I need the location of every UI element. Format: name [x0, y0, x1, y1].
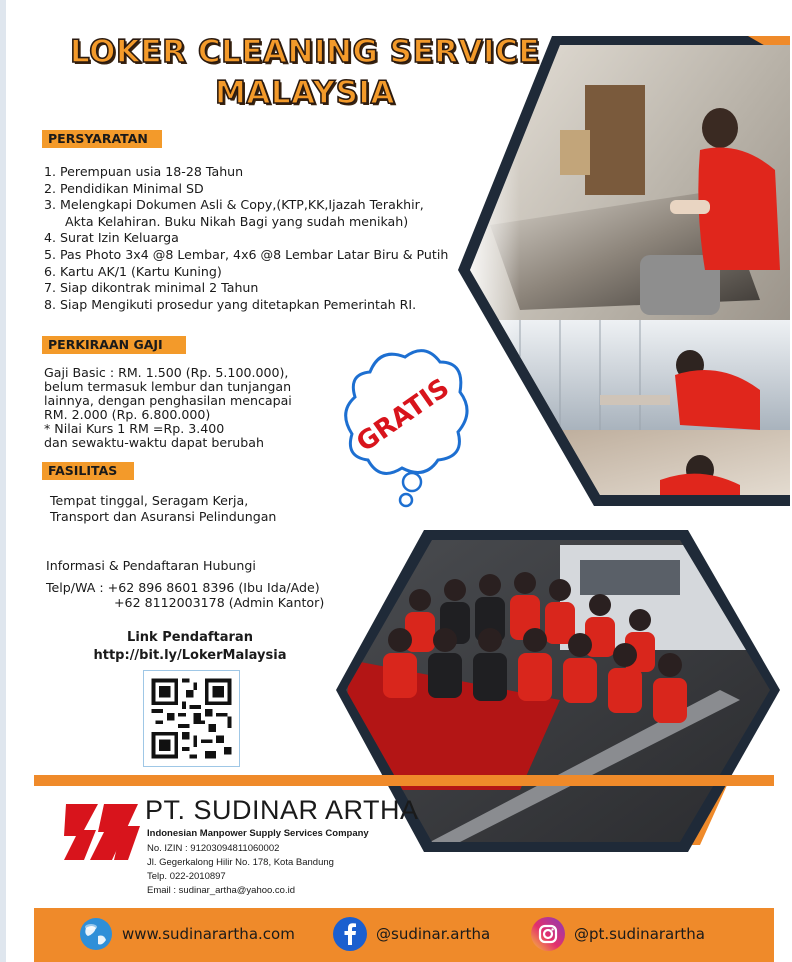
company-name: PT. SUDINAR ARTHA: [145, 795, 419, 825]
instagram-icon: [530, 916, 566, 952]
requirements-label: PERSYARATAN: [42, 130, 162, 148]
list-item: 3. Melengkapi Dokumen Asli & Copy,(KTP,KK,Ijazah Terakhir,: [44, 197, 424, 213]
facilities-text: [50, 493, 276, 525]
list-item: 8. Siap Mengikuti prosedur yang ditetapkan Pemerintah RI.: [44, 296, 417, 312]
facebook-icon: [332, 916, 368, 952]
company-email: Email : sudinar_artha@yahoo.co.id: [147, 885, 296, 896]
salary-line: dan sewaktu-waktu dapat berubah: [44, 435, 264, 450]
salary-line: * Nilai Kurs 1 RM =Rp. 3.400: [44, 421, 225, 436]
gratis-text: GRATIS: [351, 373, 456, 459]
gratis-badge: [340, 342, 470, 512]
title-line-1: LOKER CLEANING SERVICE: [69, 34, 541, 70]
footer-facebook[interactable]: [332, 916, 490, 952]
salary-line: Gaji Basic : RM. 1.500 (Rp. 5.100.000),: [44, 365, 289, 380]
contact-phones: [46, 580, 324, 610]
facilities-label: FASILITAS: [42, 462, 134, 480]
company-address: Jl. Gegerkalong Hilir No. 178, Kota Bandung: [147, 857, 334, 868]
company-phone: Telp. 022-2010897: [147, 871, 226, 882]
salary-line: belum termasuk lembur dan tunjangan: [44, 379, 292, 394]
salary-text: [44, 366, 292, 450]
orange-divider: [34, 775, 774, 786]
instagram-text: @pt.sudinarartha: [574, 925, 705, 943]
registration-title: Link Pendaftaran: [127, 630, 253, 645]
list-item: [44, 214, 448, 231]
facebook-text: @sudinar.artha: [376, 925, 491, 943]
list-item: 4. Surat Izin Keluarga: [44, 230, 179, 246]
footer-bar: [34, 908, 774, 962]
requirements-list: [44, 164, 448, 313]
footer-website[interactable]: [78, 916, 295, 952]
list-item: 6. Kartu AK/1 (Kartu Kuning): [44, 263, 222, 279]
company-logo: [64, 800, 140, 864]
facility-line: Tempat tinggal, Seragam Kerja,: [50, 493, 249, 508]
phone-line: Telp/WA : +62 896 8601 8396 (Ibu Ida/Ade): [46, 580, 320, 595]
list-item: 5. Pas Photo 3x4 @8 Lembar, 4x6 @8 Lembar Latar Biru & Putih: [44, 246, 449, 262]
title-line-2: MALAYSIA: [215, 75, 395, 111]
qr-code[interactable]: [143, 670, 240, 767]
globe-icon: [78, 916, 114, 952]
footer-instagram[interactable]: [530, 916, 705, 952]
company-izin: No. IZIN : 91203094811060002: [147, 843, 280, 854]
facility-line: Transport dan Asuransi Pelindungan: [50, 509, 277, 524]
company-details: [147, 842, 334, 898]
list-item: 2. Pendidikan Minimal SD: [44, 180, 204, 196]
registration-link[interactable]: http://bit.ly/LokerMalaysia: [93, 648, 287, 663]
company-tagline: Indonesian Manpower Supply Services Company: [147, 828, 369, 839]
salary-line: lainnya, dengan penghasilan mencapai: [44, 393, 292, 408]
salary-label: PERKIRAAN GAJI: [42, 336, 186, 354]
list-item: 7. Siap dikontrak minimal 2 Tahun: [44, 280, 259, 296]
website-text: www.sudinarartha.com: [122, 925, 295, 943]
list-item: 1. Perempuan usia 18-28 Tahun: [44, 164, 244, 179]
salary-line: RM. 2.000 (Rp. 6.800.000): [44, 407, 211, 422]
qr-pattern: [144, 671, 239, 766]
cloud-shape: [340, 342, 470, 512]
phone-line: +62 8112003178 (Admin Kantor): [114, 595, 325, 610]
contact-heading: Informasi & Pendaftaran Hubungi: [46, 558, 256, 573]
list-item-continuation: Akta Kelahiran. Buku Nikah Bagi yang sudah menikah): [65, 213, 409, 229]
